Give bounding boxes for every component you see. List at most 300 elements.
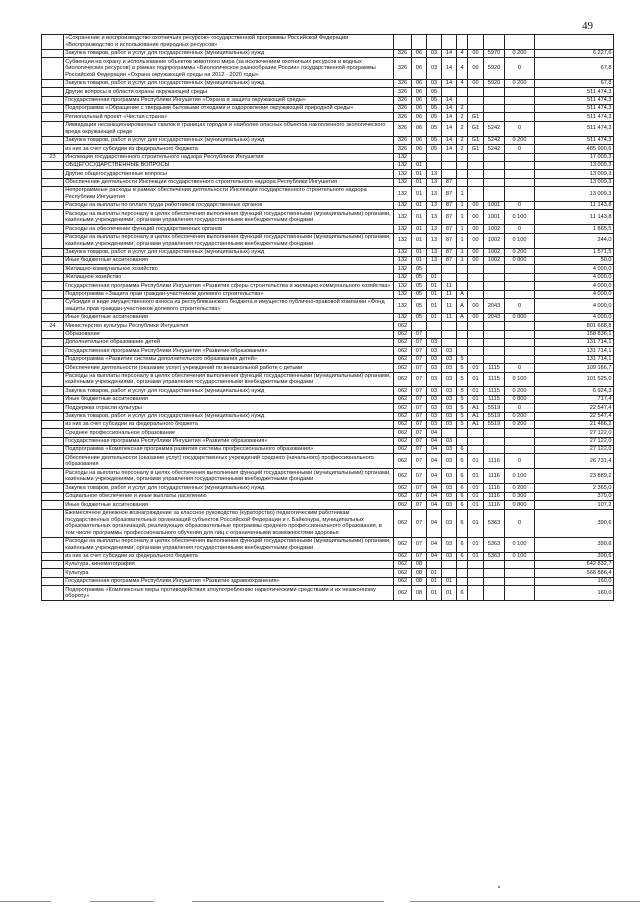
subprogram-code-cell: 1 <box>457 248 468 256</box>
activity-code-cell <box>468 96 484 104</box>
section-code-cell: 08 <box>412 577 427 585</box>
grbs-code-cell: 132 <box>394 273 412 281</box>
expense-type-cell <box>505 429 535 437</box>
expense-type-cell <box>505 561 535 569</box>
grbs-code-cell: 062 <box>394 420 412 428</box>
subsection-code-cell: 03 <box>427 58 442 80</box>
row-name-cell: Закупка товаров, работ и услуг для государственных (муниципальных) нужд <box>64 136 394 144</box>
activity-code-cell <box>468 330 484 338</box>
row-number-cell <box>42 113 64 121</box>
row-number-cell <box>42 586 64 601</box>
subprogram-code-cell: 6 <box>457 501 468 509</box>
row-name-cell: Ликвидация несанкционированных свалок в границах городов и наиболее опасных объектов накопленного экологического вреда окружающей среде <box>64 121 394 136</box>
row-number-cell <box>42 210 64 225</box>
activity-code-cell: 00 <box>468 58 484 80</box>
direction-code-cell <box>484 273 505 281</box>
amount-cell: 50,0 <box>535 257 614 265</box>
amount-cell: 11 143,8 <box>535 201 614 209</box>
row-name-cell: Закупка товаров, работ и услуг для государственных (муниципальных) нужд <box>64 248 394 256</box>
row-number-cell <box>42 372 64 387</box>
activity-code-cell <box>468 446 484 454</box>
activity-code-cell: 01 <box>468 395 484 403</box>
activity-code-cell <box>468 187 484 202</box>
subsection-code-cell: 03 <box>427 79 442 87</box>
section-code-cell: 07 <box>412 412 427 420</box>
direction-code-cell <box>484 446 505 454</box>
table-row <box>42 121 614 136</box>
row-number-cell <box>42 79 64 87</box>
amount-cell: 511 474,3 <box>535 136 614 144</box>
expense-type-cell <box>505 330 535 338</box>
amount-cell: 4 000,0 <box>535 282 614 290</box>
grbs-code-cell: 326 <box>394 121 412 136</box>
activity-code-cell: 01 <box>468 552 484 560</box>
subprogram-code-cell <box>457 161 468 169</box>
activity-code-cell <box>468 153 484 161</box>
grbs-code-cell: 062 <box>394 446 412 454</box>
subprogram-code-cell <box>457 347 468 355</box>
grbs-code-cell: 326 <box>394 58 412 80</box>
expense-type-cell <box>505 569 535 577</box>
program-code-cell: 14 <box>442 145 457 153</box>
amount-cell: 109 166,7 <box>535 364 614 372</box>
expense-type-cell <box>505 437 535 445</box>
grbs-code-cell: 062 <box>394 537 412 552</box>
row-name-cell: Другие общегосударственные вопросы <box>64 170 394 178</box>
row-number-cell <box>42 201 64 209</box>
amount-cell: 6 227,6 <box>535 49 614 57</box>
subprogram-code-cell <box>457 322 468 330</box>
section-code-cell: 01 <box>412 161 427 169</box>
subsection-code-cell: 04 <box>427 501 442 509</box>
row-name-cell: Расходы на выплаты персоналу в целях обеспечения выполнения функций государственными (муниципальными) органами, казёнными учреждениями, органами управления государственными внебюджетными фондами <box>64 210 394 225</box>
subsection-code-cell: 01 <box>427 298 442 313</box>
subprogram-code-cell: 2 <box>457 145 468 153</box>
direction-code-cell <box>484 265 505 273</box>
row-name-cell: Расходы на выплаты по оплате труда работников государственных органов <box>64 201 394 209</box>
subsection-code-cell: 03 <box>427 49 442 57</box>
amount-cell: 11 143,8 <box>535 210 614 225</box>
program-code-cell: 87 <box>442 178 457 186</box>
grbs-code-cell: 326 <box>394 136 412 144</box>
expense-type-cell: 0 200 <box>505 412 535 420</box>
subprogram-code-cell: 5 <box>457 404 468 412</box>
table-row <box>42 355 614 363</box>
grbs-code-cell: 132 <box>394 233 412 248</box>
amount-cell: 13 009,3 <box>535 187 614 202</box>
row-number-cell <box>42 88 64 96</box>
expense-type-cell <box>505 282 535 290</box>
row-number-cell <box>42 364 64 372</box>
expense-type-cell <box>505 113 535 121</box>
expense-type-cell <box>505 339 535 347</box>
program-code-cell <box>442 273 457 281</box>
row-number-cell <box>42 561 64 569</box>
grbs-code-cell: 062 <box>394 586 412 601</box>
subprogram-code-cell: А <box>457 313 468 321</box>
row-number-cell <box>42 492 64 500</box>
table-row <box>42 537 614 552</box>
activity-code-cell: 00 <box>468 210 484 225</box>
program-code-cell: 14 <box>442 96 457 104</box>
table-row <box>42 395 614 403</box>
subprogram-code-cell <box>457 330 468 338</box>
section-code-cell: 07 <box>412 330 427 338</box>
program-code-cell: 03 <box>442 484 457 492</box>
grbs-code-cell: 062 <box>394 355 412 363</box>
grbs-code-cell: 062 <box>394 561 412 569</box>
expense-type-cell <box>505 170 535 178</box>
subsection-code-cell: 04 <box>427 492 442 500</box>
row-number-cell <box>42 96 64 104</box>
activity-code-cell: 01 <box>468 372 484 387</box>
subsection-code-cell: 04 <box>427 429 442 437</box>
expense-type-cell: 0 <box>505 58 535 80</box>
subsection-code-cell: 01 <box>427 282 442 290</box>
grbs-code-cell: 326 <box>394 49 412 57</box>
row-name-cell: Подпрограмма «Обращение с твердыми бытовыми отходами и оздоровление окружающей природной среды» <box>64 105 394 113</box>
subprogram-code-cell: 4 <box>457 58 468 80</box>
direction-code-cell: 1116 <box>484 454 505 469</box>
subprogram-code-cell: 5 <box>457 412 468 420</box>
expense-type-cell: 0 <box>505 454 535 469</box>
expense-type-cell: 0 <box>505 145 535 153</box>
subprogram-code-cell <box>457 569 468 577</box>
row-number-cell: 24 <box>42 322 64 330</box>
row-number-cell <box>42 121 64 136</box>
amount-cell: 717,4 <box>535 395 614 403</box>
program-code-cell: 11 <box>442 313 457 321</box>
subsection-code-cell: 04 <box>427 484 442 492</box>
subsection-code-cell: 05 <box>427 113 442 121</box>
expense-type-cell <box>505 290 535 298</box>
direction-code-cell <box>484 577 505 585</box>
direction-code-cell: 1116 <box>484 469 505 484</box>
amount-cell: 4 000,0 <box>535 290 614 298</box>
grbs-code-cell: 062 <box>394 330 412 338</box>
row-name-cell: Государственная программа Республики Ингушетия «Развитие сферы строительства и жилищно-коммунального хозяйства» <box>64 282 394 290</box>
activity-code-cell: G1 <box>468 121 484 136</box>
direction-code-cell: 1002 <box>484 225 505 233</box>
row-name-cell: Закупка товаров, работ и услуг для государственных (муниципальных) нужд <box>64 387 394 395</box>
grbs-code-cell <box>394 35 412 50</box>
expense-type-cell <box>505 105 535 113</box>
row-name-cell: Субсидия в виде имущественного взноса из республиканского бюджета в имущество публично-правовой компании «Фонд защиты прав граждан-участников долевого строительства» <box>64 298 394 313</box>
subprogram-code-cell: 1 <box>457 210 468 225</box>
row-name-cell: Расходы на обеспечение функций государственных органов <box>64 225 394 233</box>
grbs-code-cell: 132 <box>394 210 412 225</box>
subsection-code-cell: 01 <box>427 273 442 281</box>
expense-type-cell <box>505 355 535 363</box>
amount-cell: 13 009,3 <box>535 170 614 178</box>
direction-code-cell: 5920 <box>484 79 505 87</box>
row-number-cell <box>42 347 64 355</box>
program-code-cell <box>442 161 457 169</box>
section-code-cell: 07 <box>412 509 427 537</box>
expense-type-cell <box>505 153 535 161</box>
row-name-cell: Ежемесячное денежное вознаграждение за классное руководство (кураторство) педагогическим работникам государственных образовательных организаций субъектов Российской Федерации и г. Байконура, муниципальных образовательных организаций, реализующих образовательные программы среднего профессионального образования, в том числе программы профессионального обучения для лиц с ограниченными возможностями здоровья <box>64 509 394 537</box>
row-number-cell <box>42 469 64 484</box>
direction-code-cell: 5519 <box>484 420 505 428</box>
program-code-cell: 87 <box>442 201 457 209</box>
table-row <box>42 153 614 161</box>
table-row <box>42 330 614 338</box>
amount-cell: 511 474,3 <box>535 113 614 121</box>
subsection-code-cell: 01 <box>427 569 442 577</box>
row-number-cell <box>42 257 64 265</box>
subprogram-code-cell: 5 <box>457 364 468 372</box>
activity-code-cell: 01 <box>468 484 484 492</box>
amount-cell: 26 731,4 <box>535 454 614 469</box>
activity-code-cell: 01 <box>468 501 484 509</box>
section-code-cell: 01 <box>412 233 427 248</box>
row-number-cell <box>42 290 64 298</box>
direction-code-cell <box>484 561 505 569</box>
activity-code-cell <box>468 178 484 186</box>
subsection-code-cell: 13 <box>427 233 442 248</box>
subprogram-code-cell: 6 <box>457 484 468 492</box>
grbs-code-cell: 132 <box>394 153 412 161</box>
row-number-cell <box>42 298 64 313</box>
expense-type-cell <box>505 96 535 104</box>
activity-code-cell <box>468 577 484 585</box>
table-row <box>42 552 614 560</box>
table-row <box>42 290 614 298</box>
expense-type-cell: 0 200 <box>505 248 535 256</box>
direction-code-cell: 1115 <box>484 395 505 403</box>
subprogram-code-cell: 6 <box>457 492 468 500</box>
subprogram-code-cell <box>457 96 468 104</box>
table-row <box>42 429 614 437</box>
program-code-cell <box>442 339 457 347</box>
expense-type-cell <box>505 347 535 355</box>
program-code-cell: 87 <box>442 233 457 248</box>
subprogram-code-cell <box>457 429 468 437</box>
program-code-cell: 14 <box>442 58 457 80</box>
direction-code-cell <box>484 282 505 290</box>
program-code-cell: 14 <box>442 105 457 113</box>
row-name-cell: Закупка товаров, работ и услуг для государственных (муниципальных) нужд <box>64 484 394 492</box>
program-code-cell: 14 <box>442 49 457 57</box>
direction-code-cell <box>484 153 505 161</box>
grbs-code-cell: 132 <box>394 248 412 256</box>
page-number: 49 <box>582 20 593 32</box>
table-row <box>42 233 614 248</box>
row-name-cell: ОБЩЕГОСУДАРСТВЕННЫЕ ВОПРОСЫ <box>64 161 394 169</box>
grbs-code-cell: 062 <box>394 364 412 372</box>
section-code-cell: 07 <box>412 437 427 445</box>
direction-code-cell <box>484 586 505 601</box>
grbs-code-cell: 326 <box>394 145 412 153</box>
subsection-code-cell: 01 <box>427 586 442 601</box>
row-number-cell <box>42 387 64 395</box>
activity-code-cell <box>468 273 484 281</box>
grbs-code-cell: 062 <box>394 552 412 560</box>
direction-code-cell: 1115 <box>484 364 505 372</box>
subsection-code-cell <box>427 322 442 330</box>
section-code-cell: 08 <box>412 561 427 569</box>
amount-cell: 511 474,3 <box>535 88 614 96</box>
row-name-cell: Государственная программа Республики Ингушетия «Развитие здравоохранения» <box>64 577 394 585</box>
direction-code-cell <box>484 113 505 121</box>
section-code-cell: 06 <box>412 96 427 104</box>
activity-code-cell <box>468 322 484 330</box>
expense-type-cell: 0 100 <box>505 210 535 225</box>
subprogram-code-cell: 1 <box>457 201 468 209</box>
section-code-cell: 01 <box>412 187 427 202</box>
program-code-cell: 14 <box>442 136 457 144</box>
amount-cell: 13 009,3 <box>535 178 614 186</box>
row-number-cell <box>42 429 64 437</box>
activity-code-cell: 00 <box>468 225 484 233</box>
direction-code-cell <box>484 290 505 298</box>
expense-type-cell: 0 300 <box>505 492 535 500</box>
table-row <box>42 49 614 57</box>
table-row <box>42 282 614 290</box>
amount-cell: 101 525,0 <box>535 372 614 387</box>
section-code-cell: 07 <box>412 469 427 484</box>
row-name-cell: Культура <box>64 569 394 577</box>
subprogram-code-cell: 2 <box>457 105 468 113</box>
subprogram-code-cell <box>457 265 468 273</box>
subprogram-code-cell: 1 <box>457 225 468 233</box>
subsection-code-cell: 01 <box>427 577 442 585</box>
row-name-cell: Подпрограмма «Защита прав граждан-участников долевого строительства» <box>64 290 394 298</box>
direction-code-cell <box>484 437 505 445</box>
subsection-code-cell: 03 <box>427 347 442 355</box>
table-row <box>42 586 614 601</box>
direction-code-cell: 5519 <box>484 404 505 412</box>
amount-cell: 21 466,2 <box>535 420 614 428</box>
subsection-code-cell: 03 <box>427 395 442 403</box>
direction-code-cell: 1001 <box>484 201 505 209</box>
section-code-cell <box>412 153 427 161</box>
table-row <box>42 364 614 372</box>
row-number-cell <box>42 49 64 57</box>
row-name-cell: Министерство культуры Республики Ингушетия <box>64 322 394 330</box>
direction-code-cell: 5242 <box>484 136 505 144</box>
table-row <box>42 437 614 445</box>
row-name-cell: Государственная программа Республики Ингушетия «Охрана и защита окружающей среды» <box>64 96 394 104</box>
program-code-cell: 03 <box>442 446 457 454</box>
program-code-cell: 03 <box>442 552 457 560</box>
table-row <box>42 469 614 484</box>
activity-code-cell <box>468 265 484 273</box>
subsection-code-cell: 03 <box>427 372 442 387</box>
program-code-cell <box>442 265 457 273</box>
expense-type-cell <box>505 322 535 330</box>
amount-cell: 158 836,1 <box>535 330 614 338</box>
expense-type-cell: 0 100 <box>505 552 535 560</box>
activity-code-cell: 00 <box>468 298 484 313</box>
grbs-code-cell: 062 <box>394 484 412 492</box>
program-code-cell: 87 <box>442 210 457 225</box>
activity-code-cell <box>468 586 484 601</box>
activity-code-cell <box>468 161 484 169</box>
expense-type-cell: 0 200 <box>505 387 535 395</box>
row-name-cell: Социальное обеспечение и иные выплаты населению <box>64 492 394 500</box>
table-row <box>42 58 614 80</box>
table-row <box>42 225 614 233</box>
row-name-cell: Жилищно-коммунальное хозяйство <box>64 265 394 273</box>
direction-code-cell: 5519 <box>484 412 505 420</box>
subprogram-code-cell: 4 <box>457 79 468 87</box>
row-name-cell: Расходы на выплаты персоналу в целях обеспечения выполнения функций государственными (муниципальными) органами, казёнными учреждениями, органами управления государственными внебюджетными фондами <box>64 233 394 248</box>
direction-code-cell <box>484 322 505 330</box>
direction-code-cell <box>484 105 505 113</box>
amount-cell: 801 668,8 <box>535 322 614 330</box>
subprogram-code-cell <box>457 153 468 161</box>
grbs-code-cell: 132 <box>394 290 412 298</box>
program-code-cell: 87 <box>442 248 457 256</box>
table-row <box>42 454 614 469</box>
activity-code-cell <box>468 339 484 347</box>
direction-code-cell: 1001 <box>484 210 505 225</box>
expense-type-cell <box>505 178 535 186</box>
program-code-cell: 14 <box>442 121 457 136</box>
section-code-cell: 07 <box>412 420 427 428</box>
row-number-cell <box>42 282 64 290</box>
row-name-cell: Закупка товаров, работ и услуг для государственных (муниципальных) нужд <box>64 49 394 57</box>
section-code-cell: 06 <box>412 136 427 144</box>
row-number-cell <box>42 35 64 50</box>
section-code-cell: 07 <box>412 347 427 355</box>
grbs-code-cell: 326 <box>394 88 412 96</box>
grbs-code-cell: 132 <box>394 225 412 233</box>
table-row <box>42 509 614 537</box>
program-code-cell: 14 <box>442 79 457 87</box>
row-name-cell: Непрограммные расходы в рамках обеспечения деятельности Инспекции государственного строительного надзора Республики Ингушетия <box>64 187 394 202</box>
activity-code-cell: 01 <box>468 454 484 469</box>
row-number-cell <box>42 265 64 273</box>
table-row <box>42 210 614 225</box>
direction-code-cell: 1002 <box>484 257 505 265</box>
subprogram-code-cell: 2 <box>457 113 468 121</box>
activity-code-cell: G1 <box>468 145 484 153</box>
table-row <box>42 372 614 387</box>
table-row <box>42 298 614 313</box>
subsection-code-cell <box>427 153 442 161</box>
table-row <box>42 265 614 273</box>
row-name-cell: Культура, кинематография <box>64 561 394 569</box>
subprogram-code-cell <box>457 170 468 178</box>
subsection-code-cell: 04 <box>427 552 442 560</box>
program-code-cell: 03 <box>442 454 457 469</box>
program-code-cell: 03 <box>442 420 457 428</box>
grbs-code-cell: 062 <box>394 509 412 537</box>
amount-cell: 4 000,0 <box>535 298 614 313</box>
activity-code-cell: 00 <box>468 201 484 209</box>
direction-code-cell: 5242 <box>484 121 505 136</box>
expense-type-cell: 0 100 <box>505 537 535 552</box>
direction-code-cell <box>484 96 505 104</box>
section-code-cell: 05 <box>412 313 427 321</box>
subsection-code-cell: 13 <box>427 201 442 209</box>
row-number-cell <box>42 330 64 338</box>
expense-type-cell: 0 <box>505 201 535 209</box>
row-name-cell: Закупка товаров, работ и услуг для государственных (муниципальных) нужд <box>64 79 394 87</box>
subprogram-code-cell: 5 <box>457 420 468 428</box>
row-name-cell: Расходы на выплаты персоналу в целях обеспечения выполнения функций государственными (муниципальными) органами, казёнными учреждениями, органами управления государственными внебюджетными фондами <box>64 372 394 387</box>
amount-cell: 67,8 <box>535 58 614 80</box>
table-row <box>42 136 614 144</box>
section-code-cell: 07 <box>412 395 427 403</box>
activity-code-cell: 01 <box>468 492 484 500</box>
subsection-code-cell: 13 <box>427 257 442 265</box>
program-code-cell: 11 <box>442 290 457 298</box>
subsection-code-cell: 04 <box>427 509 442 537</box>
table-row <box>42 412 614 420</box>
